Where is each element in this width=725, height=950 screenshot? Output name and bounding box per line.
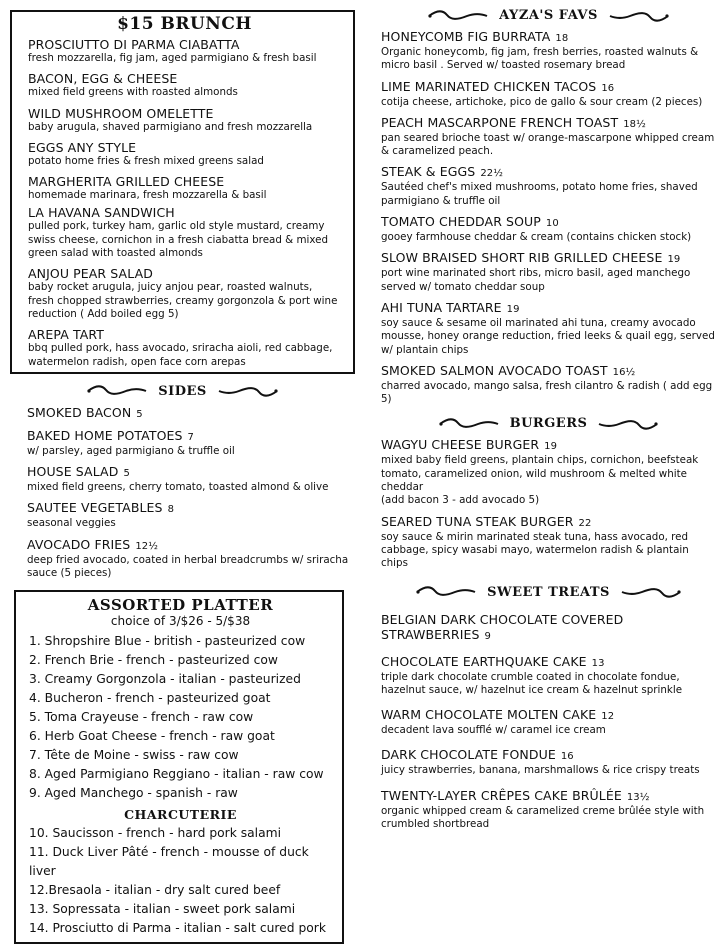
item-price: 13 bbox=[591, 657, 605, 669]
burgers-list bbox=[381, 437, 716, 570]
item-name bbox=[381, 612, 641, 644]
item-price: 22½ bbox=[480, 168, 504, 180]
swirl-left-ornament bbox=[427, 9, 489, 23]
item-name-text: SMOKED SALMON AVOCADO TOAST bbox=[381, 362, 608, 378]
sweets-list bbox=[381, 612, 716, 832]
sweet-item bbox=[381, 747, 716, 777]
item-name: AREPA TART bbox=[28, 327, 105, 343]
swirl-right-ornament bbox=[608, 9, 670, 23]
item-desc: baby rocket arugula, juicy anjou pear, roasted walnuts, fresh chopped strawberries, creamy gorgonzola & port wine reduction ( Add boiled egg 5) bbox=[28, 281, 338, 320]
item-name: EGGS ANY STYLE bbox=[28, 139, 137, 155]
cheese-row: 5. Toma Crayeuse - french - raw cow bbox=[29, 710, 254, 725]
item-name-text: WAGYU CHEESE BURGER bbox=[381, 437, 540, 453]
item-price: 16 bbox=[560, 751, 574, 763]
item-price: 5 bbox=[123, 468, 130, 480]
right-column bbox=[381, 8, 716, 837]
item-desc: Organic honeycomb, fig jam, fresh berries, roasted walnuts & micro basil . Served w/ toasted rosemary bread bbox=[381, 46, 699, 72]
sides-header bbox=[10, 384, 355, 399]
sides-list bbox=[10, 405, 355, 580]
item-desc: mixed baby field greens, plantain chips, cornichon, beefsteak tomato, caramelized onion, wild mushroom & melted white cheddar bbox=[381, 454, 699, 494]
item-name-text: STEAK & EGGS bbox=[381, 164, 476, 180]
item-price: 9 bbox=[484, 630, 492, 642]
item-name bbox=[27, 405, 355, 422]
item-price: 19 bbox=[544, 441, 558, 453]
item-name bbox=[381, 250, 716, 267]
item-desc: w/ parsley, aged parmigiano & truffle oil bbox=[27, 444, 235, 457]
item-price: 16½ bbox=[612, 366, 636, 378]
fav-item bbox=[381, 115, 716, 159]
side-item bbox=[27, 428, 355, 458]
brunch-item bbox=[28, 205, 341, 260]
item-price: 10 bbox=[545, 218, 559, 230]
item-name-text: WARM CHOCOLATE MOLTEN CAKE bbox=[381, 707, 597, 723]
item-desc: pulled pork, turkey ham, garlic old style mustard, creamy swiss cheese, cornichon in a fresh ciabatta bread & mixed green salad with toasted almonds bbox=[28, 220, 328, 260]
item-extra: (add bacon 3 - add avocado 5) bbox=[381, 494, 540, 507]
item-name-text: HONEYCOMB FIG BURRATA bbox=[381, 29, 551, 44]
fav-item bbox=[381, 300, 716, 357]
brunch-box bbox=[10, 10, 355, 374]
item-name-text: AHI TUNA TARTARE bbox=[381, 299, 502, 315]
fav-item bbox=[381, 214, 716, 244]
favs-title: AYZA'S FAVS bbox=[499, 8, 598, 23]
item-desc: gooey farmhouse cheddar & cream (contains chicken stock) bbox=[381, 231, 692, 244]
item-desc: triple dark chocolate crumble coated in chocolate fondue, hazelnut sauce, w/ hazelnut ice cream & hazelnut sprinkle bbox=[381, 670, 683, 696]
swirl-left-ornament bbox=[415, 585, 477, 599]
item-name-text: SMOKED BACON bbox=[27, 404, 132, 420]
item-name bbox=[27, 428, 355, 445]
sweet-item bbox=[381, 612, 716, 644]
burger-item bbox=[381, 437, 716, 507]
item-name bbox=[381, 788, 716, 805]
item-name-text: PEACH MASCARPONE FRENCH TOAST bbox=[381, 114, 619, 130]
platter-box bbox=[14, 590, 344, 944]
item-name: ANJOU PEAR SALAD bbox=[28, 266, 153, 282]
item-desc: seasonal veggies bbox=[27, 517, 116, 530]
item-name-text: TOMATO CHEDDAR SOUP bbox=[381, 214, 541, 230]
item-name bbox=[27, 537, 355, 554]
sweets-header bbox=[381, 585, 716, 600]
sweets-title: SWEET TREATS bbox=[487, 584, 610, 600]
charcuterie-row: 10. Saucisson - french - hard pork salami bbox=[29, 826, 282, 841]
fav-item bbox=[381, 29, 716, 73]
item-desc: juicy strawberries, banana, marshmallows & rice crispy treats bbox=[381, 764, 700, 777]
brunch-list bbox=[28, 37, 341, 369]
side-item bbox=[27, 464, 355, 494]
item-name bbox=[381, 437, 716, 454]
brunch-title: $15 BRUNCH bbox=[117, 14, 252, 34]
item-name: PROSCIUTTO DI PARMA CIABATTA bbox=[28, 37, 240, 52]
charcuterie-title: CHARCUTERIE bbox=[124, 807, 237, 823]
item-name bbox=[27, 500, 355, 517]
side-item bbox=[27, 537, 355, 581]
item-desc: mixed field greens, cherry tomato, toasted almond & olive bbox=[27, 481, 329, 494]
item-desc: Sautéed chef's mixed mushrooms, potato home fries, shaved parmigiano & truffle oil bbox=[381, 181, 698, 207]
fav-item bbox=[381, 250, 716, 294]
item-name-text: SAUTEE VEGETABLES bbox=[27, 500, 163, 516]
item-desc: port wine marinated short ribs, micro basil, aged manchego served w/ tomato cheddar soup bbox=[381, 267, 691, 293]
cheese-row: 7. Tête de Moine - swiss - raw cow bbox=[29, 748, 239, 763]
item-name-text: BAKED HOME POTATOES bbox=[27, 427, 183, 443]
charcuterie-row: 13. Sopressata - italian - sweet pork salami bbox=[29, 902, 296, 917]
item-price: 18 bbox=[555, 33, 569, 44]
side-item bbox=[27, 500, 355, 530]
item-desc: organic whipped cream & caramelized creme brûlée style with crumbled shortbread bbox=[381, 804, 705, 831]
item-name-text: SLOW BRAISED SHORT RIB GRILLED CHEESE bbox=[381, 250, 663, 266]
item-price: 18½ bbox=[623, 118, 646, 130]
fav-item bbox=[381, 79, 716, 109]
item-name bbox=[381, 747, 716, 764]
cheese-row: 8. Aged Parmigiano Reggiano - italian - raw cow bbox=[29, 767, 324, 782]
item-name bbox=[27, 464, 355, 481]
item-desc: decadent lava soufflé w/ caramel ice cream bbox=[381, 724, 606, 737]
cheese-row: 4. Bucheron - french - pasteurized goat bbox=[29, 691, 271, 706]
burgers-header bbox=[381, 416, 716, 431]
brunch-item bbox=[28, 327, 341, 369]
item-name-text: AVOCADO FRIES bbox=[27, 536, 131, 552]
item-name bbox=[381, 29, 716, 46]
item-name bbox=[381, 164, 716, 181]
brunch-item bbox=[28, 106, 341, 134]
item-name bbox=[381, 707, 716, 724]
item-name-text: CHOCOLATE EARTHQUAKE CAKE bbox=[381, 653, 587, 669]
item-name-text: DARK CHOCOLATE FONDUE bbox=[381, 747, 556, 763]
item-desc: mixed field greens with roasted almonds bbox=[28, 86, 238, 99]
item-desc: baby arugula, shaved parmigiano and fresh mozzarella bbox=[28, 120, 313, 133]
item-name bbox=[381, 115, 716, 132]
cheese-row: 1. Shropshire Blue - british - pasteurized cow bbox=[29, 634, 306, 649]
brunch-item bbox=[28, 37, 341, 65]
left-column bbox=[10, 10, 355, 944]
item-desc: potato home fries & fresh mixed greens salad bbox=[28, 154, 264, 167]
favs-header bbox=[381, 8, 716, 23]
item-name-text: TWENTY-LAYER CRÊPES CAKE BRÛLÉE bbox=[381, 787, 622, 803]
item-name bbox=[381, 654, 716, 671]
fav-item bbox=[381, 164, 716, 208]
item-name bbox=[381, 79, 716, 96]
brunch-item bbox=[28, 71, 341, 99]
cheese-row: 3. Creamy Gorgonzola - italian - pasteurized bbox=[29, 672, 301, 687]
item-desc: cotija cheese, artichoke, pico de gallo & sour cream (2 pieces) bbox=[381, 95, 703, 108]
item-price: 22 bbox=[578, 517, 592, 529]
swirl-right-ornament bbox=[597, 417, 659, 431]
item-price: 12 bbox=[601, 711, 615, 723]
cheese-row: 9. Aged Manchego - spanish - raw bbox=[29, 786, 238, 801]
swirl-left-ornament bbox=[86, 384, 148, 398]
burgers-title: BURGERS bbox=[509, 416, 588, 432]
item-name: MARGHERITA GRILLED CHEESE bbox=[28, 174, 225, 190]
charcuterie-row: 14. Prosciutto di Parma - italian - salt cured pork bbox=[29, 921, 326, 936]
item-desc: pan seared brioche toast w/ orange-mascarpone whipped cream & caramelized peach. bbox=[381, 131, 715, 158]
item-name bbox=[381, 300, 716, 317]
cheese-row: 2. French Brie - french - pasteurized cow bbox=[29, 653, 278, 668]
sides-title: SIDES bbox=[158, 383, 207, 399]
item-desc: homemade marinara, fresh mozzarella & basil bbox=[28, 189, 267, 202]
item-price: 13½ bbox=[626, 791, 650, 803]
item-name bbox=[381, 514, 716, 531]
item-desc: bbq pulled pork, hass avocado, sriracha aioli, red cabbage, watermelon radish, open face corn arepas bbox=[28, 342, 333, 368]
swirl-right-ornament bbox=[620, 585, 682, 599]
item-name: LA HAVANA SANDWICH bbox=[28, 205, 175, 221]
cheese-row: 6. Herb Goat Cheese - french - raw goat bbox=[29, 729, 275, 744]
side-item bbox=[27, 405, 355, 422]
brunch-item bbox=[28, 174, 341, 202]
item-name: WILD MUSHROOM OMELETTE bbox=[28, 105, 214, 121]
favs-list bbox=[381, 29, 716, 406]
item-name-text: HOUSE SALAD bbox=[27, 464, 119, 480]
item-price: 16 bbox=[601, 82, 615, 94]
item-desc: deep fried avocado, coated in herbal breadcrumbs w/ sriracha sauce (5 pieces) bbox=[27, 553, 349, 580]
item-price: 7 bbox=[187, 431, 195, 443]
item-desc: soy sauce & sesame oil marinated ahi tuna, creamy avocado mousse, honey orange reduction, fried leeks & quail egg, served w/ plantain chips bbox=[381, 316, 715, 356]
platter-title: ASSORTED PLATTER bbox=[87, 596, 274, 615]
item-name: BACON, EGG & CHEESE bbox=[28, 71, 178, 87]
brunch-item bbox=[28, 140, 341, 168]
item-name-text: SEARED TUNA STEAK BURGER bbox=[381, 513, 574, 529]
item-price: 19 bbox=[506, 303, 520, 315]
item-name bbox=[381, 214, 716, 231]
item-desc: fresh mozzarella, fig jam, aged parmigiano & fresh basil bbox=[28, 52, 317, 64]
item-name-text: BELGIAN DARK CHOCOLATE COVERED STRAWBERRIES bbox=[381, 611, 624, 642]
item-name-text: LIME MARINATED CHICKEN TACOS bbox=[381, 78, 597, 94]
item-price: 8 bbox=[167, 504, 175, 516]
item-desc: soy sauce & mirin marinated steak tuna, hass avocado, red cabbage, spicy wasabi mayo, watermelon radish & plantain chips bbox=[381, 530, 689, 570]
item-name bbox=[381, 363, 716, 380]
item-desc: charred avocado, mango salsa, fresh cilantro & radish ( add egg 5) bbox=[381, 379, 713, 406]
swirl-right-ornament bbox=[217, 384, 279, 398]
charcuterie-row: 12.Bresaola - italian - dry salt cured beef bbox=[29, 883, 281, 898]
sweet-item bbox=[381, 654, 716, 698]
brunch-item bbox=[28, 266, 341, 321]
item-price: 19 bbox=[667, 254, 681, 266]
sweet-item bbox=[381, 707, 716, 737]
swirl-left-ornament bbox=[438, 417, 500, 431]
sweet-item bbox=[381, 788, 716, 832]
charcuterie-row: 11. Duck Liver Pâté - french - mousse of duck liver bbox=[29, 845, 309, 879]
item-price: 5 bbox=[136, 408, 143, 420]
fav-item bbox=[381, 363, 716, 407]
burger-item bbox=[381, 514, 716, 571]
item-price: 12½ bbox=[135, 540, 159, 552]
platter-subtitle: choice of 3/$26 - 5/$38 bbox=[110, 614, 251, 629]
